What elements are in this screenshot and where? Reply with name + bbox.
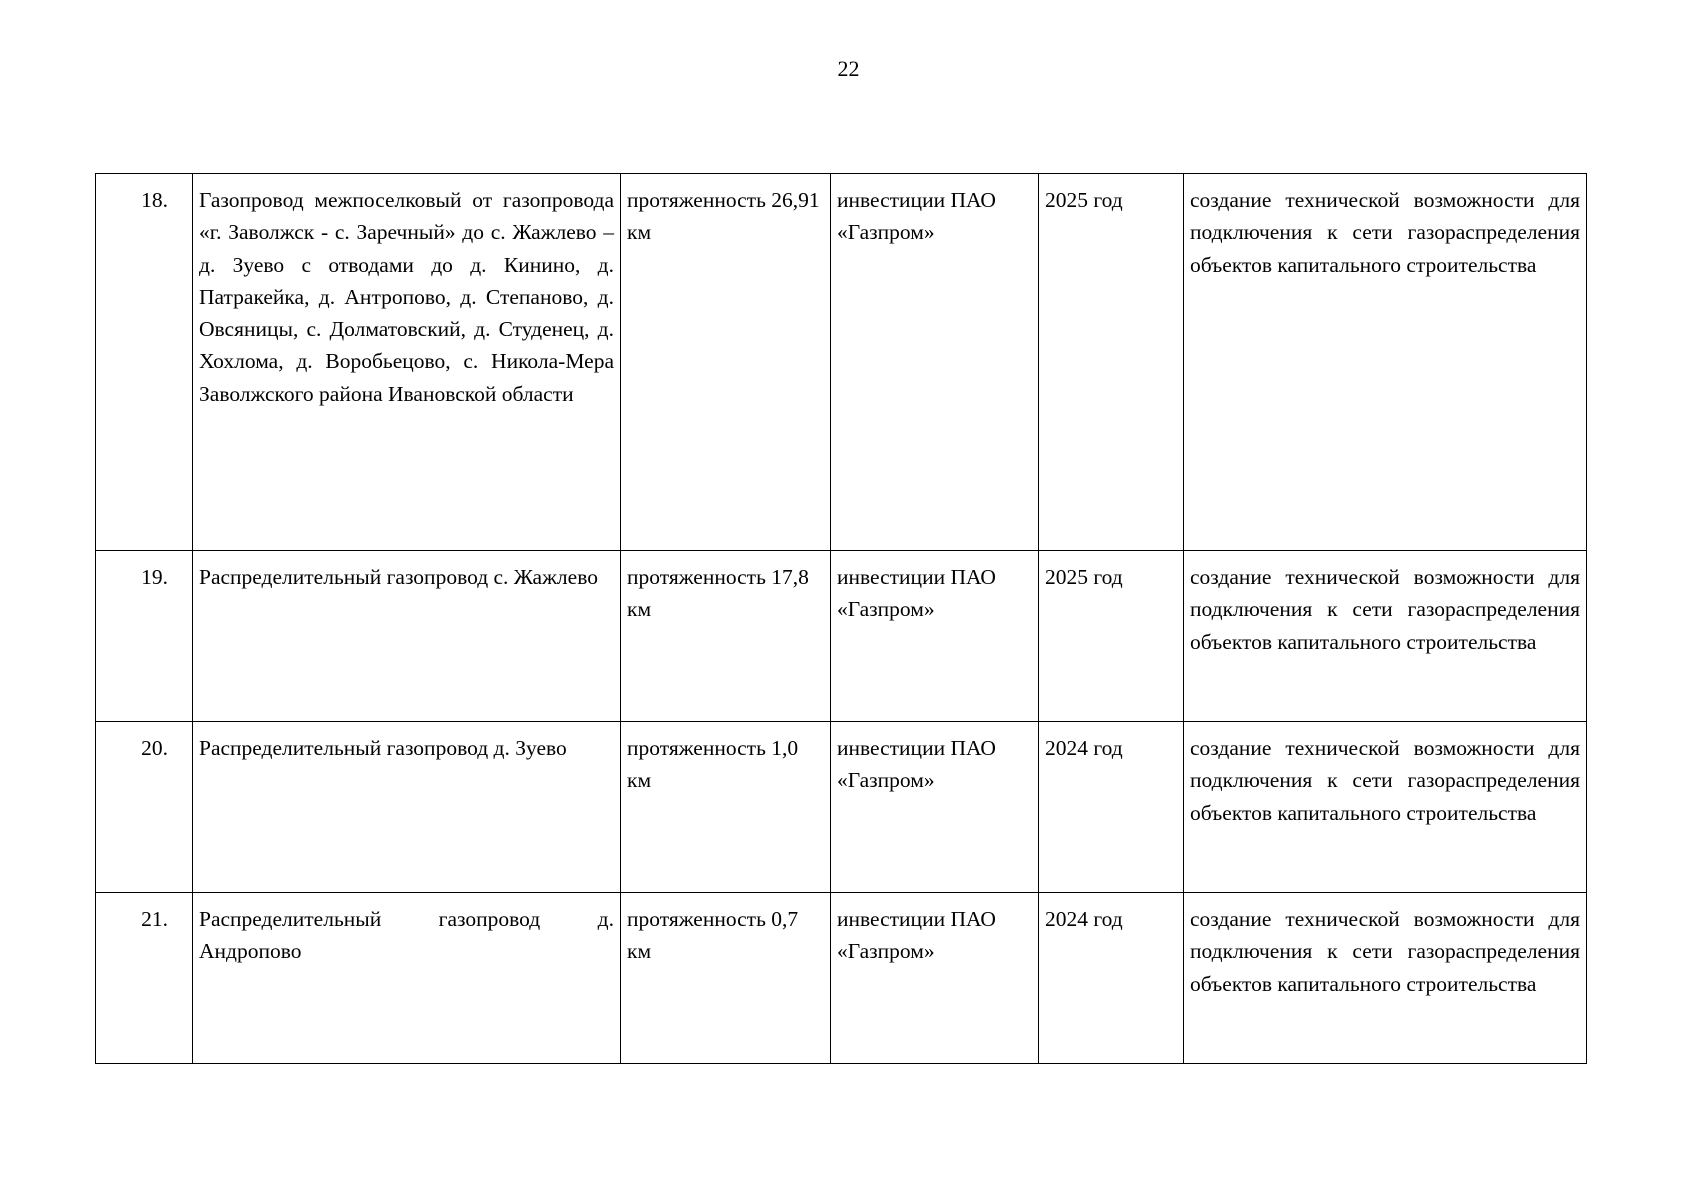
facility-name: Распределительный газопровод с. Жажлево [193,551,621,722]
facility-length: протяженность 1,0 км [621,722,831,893]
funding-source: инвестиции ПАО «Газпром» [831,551,1039,722]
funding-source: инвестиции ПАО «Газпром» [831,893,1039,1064]
funding-source: инвестиции ПАО «Газпром» [831,722,1039,893]
implementation-year: 2025 год [1039,551,1184,722]
facilities-table [95,173,1587,1064]
facility-purpose: создание технической возможности для подключения к сети газораспределения объектов капитального строительства [1184,551,1587,722]
row-number: 19. [96,551,193,722]
table-row [96,893,1587,1064]
facility-name: Распределительный газопровод д. Андропово [193,893,621,1064]
facility-length: протяженность 17,8 км [621,551,831,722]
facility-purpose: создание технической возможности для подключения к сети газораспределения объектов капитального строительства [1184,174,1587,551]
facility-purpose: создание технической возможности для подключения к сети газораспределения объектов капитального строительства [1184,893,1587,1064]
facility-length: протяженность 0,7 км [621,893,831,1064]
funding-source: инвестиции ПАО «Газпром» [831,174,1039,551]
facility-length: протяженность 26,91 км [621,174,831,551]
table-row [96,551,1587,722]
facility-name: Газопровод межпоселковый от газопровода «г. Заволжск - с. Заречный» до с. Жажлево – д. Зуево с отводами до д. Кинино, д. Патракейка, д. Антропово, д. Степаново, д. Овсяницы, с. Долматовский, д. Студенец, д. Хохлома, д. Воробьецово, с. Никола-Мера Заволжского района Ивановской области [193,174,621,551]
facility-name: Распределительный газопровод д. Зуево [193,722,621,893]
implementation-year: 2024 год [1039,722,1184,893]
implementation-year: 2024 год [1039,893,1184,1064]
row-number: 18. [96,174,193,551]
facility-purpose: создание технической возможности для подключения к сети газораспределения объектов капитального строительства [1184,722,1587,893]
row-number: 20. [96,722,193,893]
row-number: 21. [96,893,193,1064]
implementation-year: 2025 год [1039,174,1184,551]
table-row [96,722,1587,893]
page-number: 22 [837,56,860,81]
table-row [96,174,1587,551]
